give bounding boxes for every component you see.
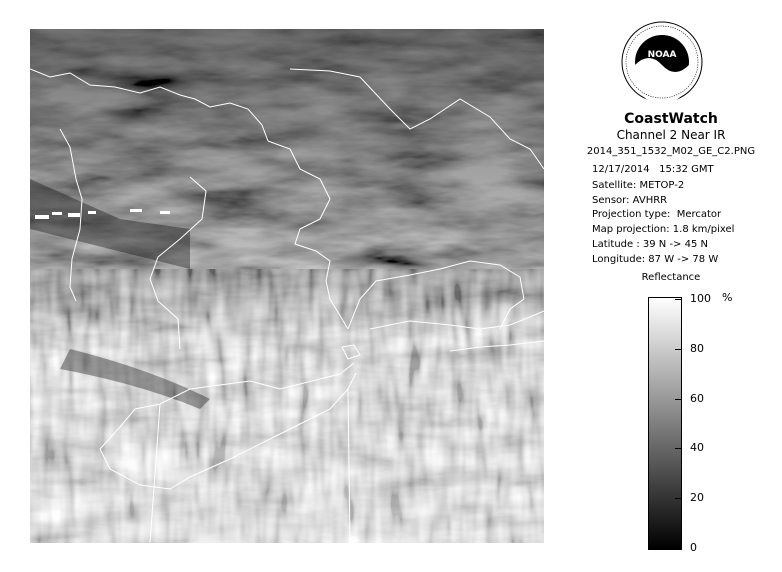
projection-type-label: Projection type: Mercator bbox=[592, 209, 722, 220]
legend-tick-label: 40 bbox=[690, 441, 704, 455]
svg-text:NOAA: NOAA bbox=[647, 50, 677, 60]
legend-tick bbox=[675, 498, 682, 499]
legend-tick bbox=[675, 548, 682, 549]
noaa-logo bbox=[621, 21, 703, 103]
legend-tick-label: 60 bbox=[690, 391, 704, 405]
reflectance-colorbar bbox=[648, 297, 682, 550]
datetime-label: 12/17/2014 15:32 GMT bbox=[592, 164, 714, 175]
brand-title: CoastWatch bbox=[624, 111, 718, 127]
legend-tick bbox=[675, 399, 682, 400]
legend-tick-label: 100 bbox=[690, 292, 711, 305]
legend-tick-label: 0 bbox=[690, 541, 697, 554]
sensor-label: Sensor: AVHRR bbox=[592, 195, 668, 206]
legend-tick bbox=[675, 299, 682, 300]
legend-tick bbox=[675, 349, 682, 350]
longitude-label: Longitude: 87 W -> 78 W bbox=[592, 254, 719, 265]
map-projection-label: Map projection: 1.8 km/pixel bbox=[592, 224, 735, 235]
filename-label: 2014_351_1532_M02_GE_C2.PNG bbox=[586, 146, 756, 157]
legend-tick-label: 80 bbox=[690, 341, 704, 355]
satellite-image bbox=[30, 29, 544, 543]
legend-tick-label: 20 bbox=[690, 491, 704, 505]
legend-title: Reflectance bbox=[641, 272, 701, 283]
latitude-label: Latitude : 39 N -> 45 N bbox=[592, 239, 708, 250]
legend-tick bbox=[675, 448, 682, 449]
channel-label: Channel 2 Near IR bbox=[616, 128, 726, 142]
satellite-label: Satellite: METOP-2 bbox=[592, 180, 685, 191]
legend-unit: % bbox=[722, 291, 733, 304]
